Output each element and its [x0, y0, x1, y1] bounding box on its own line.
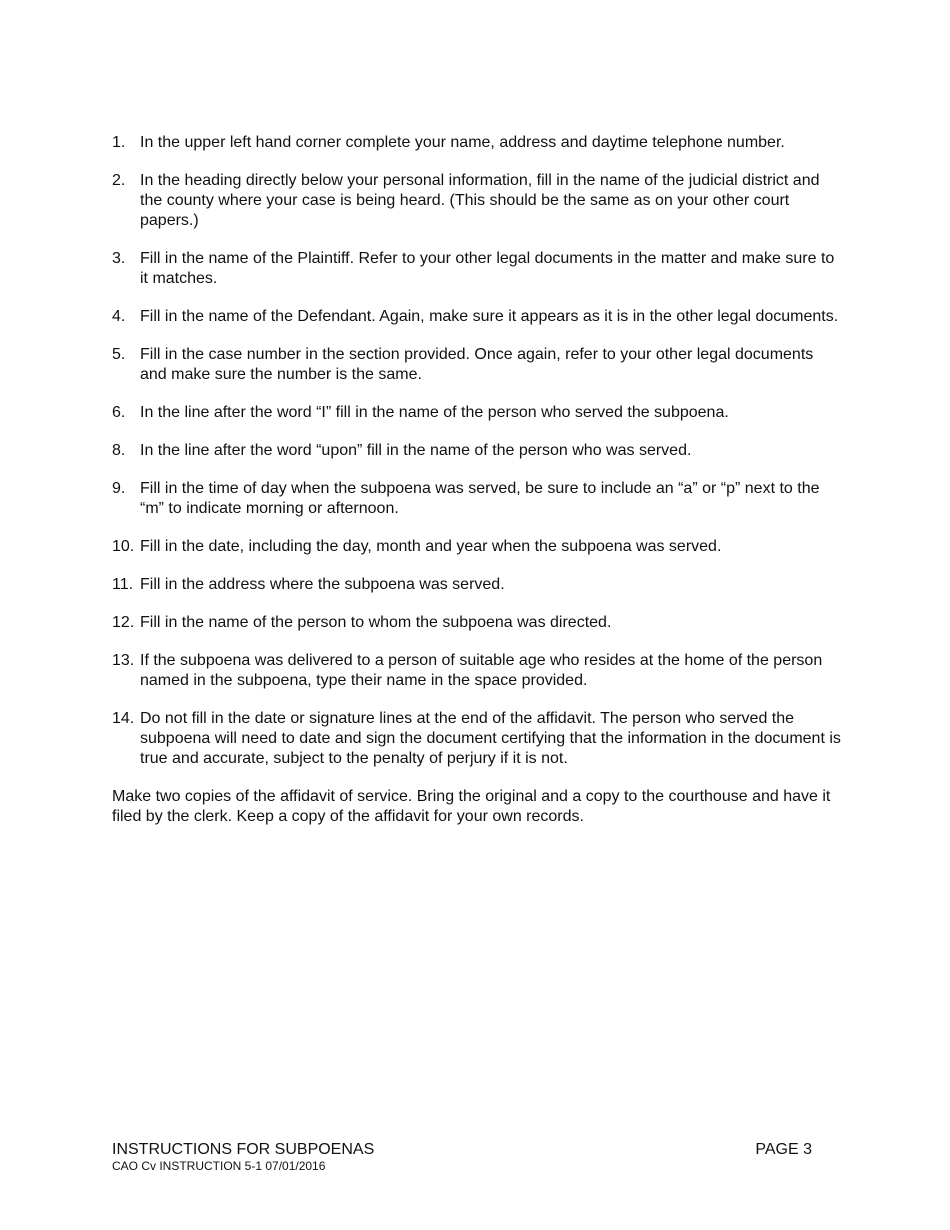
- instructions-body: [112, 133, 842, 843]
- item-number: 5.: [112, 346, 126, 363]
- instruction-item-10: [112, 537, 842, 557]
- instruction-item-9: [112, 479, 842, 519]
- instruction-item-12: [112, 613, 842, 633]
- item-text: If the subpoena was delivered to a person of suitable age who resides at the home of the person named in the subpoena, type their name in the space provided.: [140, 652, 823, 689]
- item-text: Fill in the time of day when the subpoena was served, be sure to include an “a” or “p” next to the “m” to indicate morning or afternoon.: [140, 480, 820, 517]
- footer-form-id: CAO Cv INSTRUCTION 5-1 07/01/2016: [112, 1159, 326, 1173]
- item-number: 3.: [112, 250, 126, 267]
- item-number: 9.: [112, 480, 126, 497]
- item-text: Fill in the name of the Defendant. Again, make sure it appears as it is in the other legal documents.: [140, 308, 839, 325]
- instruction-item-3: [112, 249, 842, 289]
- footer-title: INSTRUCTIONS FOR SUBPOENAS: [112, 1141, 375, 1158]
- item-number: 10.: [112, 538, 135, 555]
- item-number: 11.: [112, 576, 134, 593]
- item-number: 2.: [112, 172, 126, 189]
- item-text: Fill in the date, including the day, month and year when the subpoena was served.: [140, 538, 722, 555]
- item-text: In the upper left hand corner complete your name, address and daytime telephone number.: [140, 134, 785, 151]
- instruction-item-2: [112, 171, 842, 231]
- item-number: 14.: [112, 710, 135, 727]
- instruction-item-5: [112, 345, 842, 385]
- instruction-item-4: [112, 307, 842, 327]
- item-text: Do not fill in the date or signature lines at the end of the affidavit. The person who served the subpoena will need to date and sign the document certifying that the information in the document is true and accurate, subject to the penalty of perjury if it is not.: [140, 710, 841, 767]
- instruction-item-1: [112, 133, 842, 153]
- item-number: 12.: [112, 614, 135, 631]
- item-text: Fill in the name of the person to whom the subpoena was directed.: [140, 614, 612, 631]
- instruction-item-8: [112, 441, 842, 461]
- item-number: 4.: [112, 308, 126, 325]
- instruction-item-6: [112, 403, 842, 423]
- item-number: 1.: [112, 134, 126, 151]
- instruction-item-11: [112, 575, 842, 595]
- item-text: Fill in the name of the Plaintiff. Refer to your other legal documents in the matter and make sure to it matches.: [140, 250, 835, 287]
- item-number: 6.: [112, 404, 126, 421]
- page-footer: [112, 1141, 812, 1173]
- item-text: In the line after the word “upon” fill in the name of the person who was served.: [140, 442, 692, 459]
- item-text: In the heading directly below your personal information, fill in the name of the judicial district and the county where your case is being heard. (This should be the same as on your other court papers.): [140, 172, 820, 229]
- item-number: 13.: [112, 652, 135, 669]
- instruction-item-13: [112, 651, 842, 691]
- item-number: 8.: [112, 442, 126, 459]
- closing-paragraph: Make two copies of the affidavit of service. Bring the original and a copy to the courthouse and have it filed by the clerk. Keep a copy of the affidavit for your own records.: [112, 788, 831, 825]
- item-text: Fill in the case number in the section provided. Once again, refer to your other legal documents and make sure the number is the same.: [140, 346, 814, 383]
- page-number: PAGE 3: [755, 1141, 812, 1158]
- instruction-item-14: [112, 709, 842, 769]
- item-text: In the line after the word “I” fill in the name of the person who served the subpoena.: [140, 404, 729, 421]
- item-text: Fill in the address where the subpoena was served.: [140, 576, 505, 593]
